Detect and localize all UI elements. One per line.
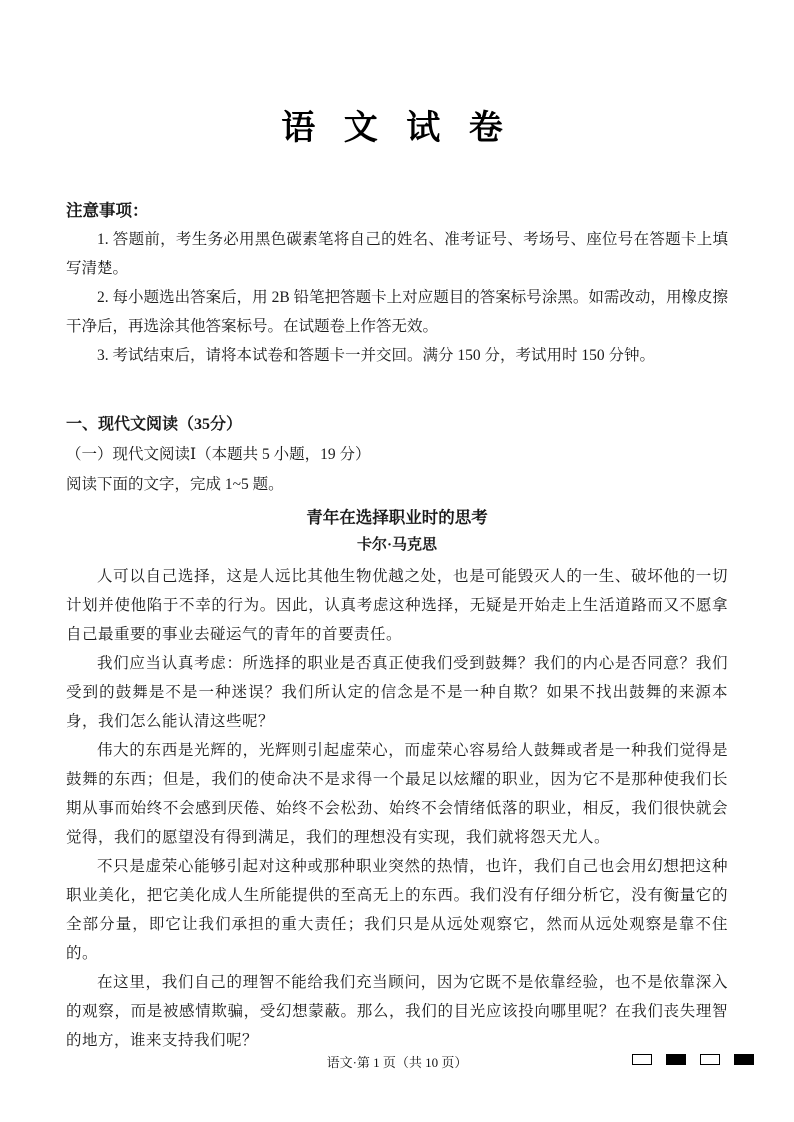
section-heading: 一、现代文阅读（35分）	[66, 416, 243, 433]
notice-item-3: 3. 考试结束后，请将本试卷和答题卡一并交回。满分 150 分，考试用时 150 分钟。	[97, 347, 656, 364]
page-footer	[0, 1052, 794, 1070]
section-subheading: （一）现代文阅读Ⅰ（本题共 5 小题，19 分）	[66, 446, 371, 463]
notice-item-1: 1. 答题前，考生务必用黑色碳素笔将自己的姓名、准考证号、考场号、座位号在答题卡上填写清楚。	[66, 231, 728, 277]
article-paragraph: 伟大的东西是光辉的，光辉则引起虚荣心，而虚荣心容易给人鼓舞或者是一种我们觉得是鼓舞的东西；但是，我们的使命决不是求得一个最足以炫耀的职业，因为它不是那种使我们长期从事而始终不会感到厌倦、始终不会松劲、始终不会情绪低落的职业，相反，我们很快就会觉得，我们的愿望没有得到满足，我们的理想没有实现，我们就将怨天尤人。	[66, 742, 728, 846]
article-author: 卡尔·马克思	[356, 537, 437, 553]
registration-mark-outline	[700, 1054, 720, 1065]
notice-section	[66, 197, 728, 370]
reading-section	[66, 410, 728, 500]
registration-mark-filled	[666, 1054, 686, 1065]
article-paragraph: 不只是虚荣心能够引起对这种或那种职业突然的热情，也许，我们自己也会用幻想把这种职业美化，把它美化成人生所能提供的至高无上的东西。我们没有仔细分析它，没有衡量它的全部分量，即它让我们承担的重大责任；我们只是从远处观察它，然而从远处观察是靠不住的。	[66, 858, 728, 962]
article-paragraph: 人可以自己选择，这是人远比其他生物优越之处，也是可能毁灭人的一生、破坏他的一切计划并使他陷于不幸的行为。因此，认真考虑这种选择，无疑是开始走上生活道路而又不愿拿自己最重要的事业去碰运气的青年的首要责任。	[66, 568, 728, 643]
notice-heading: 注意事项：	[66, 201, 149, 220]
registration-mark-outline	[632, 1054, 652, 1065]
page-title: 语 文 试 卷	[281, 110, 513, 147]
section-instruction: 阅读下面的文字，完成 1~5 题。	[66, 476, 284, 493]
article-paragraph: 我们应当认真考虑：所选择的职业是否真正使我们受到鼓舞？我们的内心是否同意？我们受到的鼓舞是不是一种迷误？我们所认定的信念是不是一种自欺？如果不找出鼓舞的来源本身，我们怎么能认清这些呢？	[66, 655, 728, 730]
page-number: 语文·第 1 页（共 10 页）	[326, 1055, 468, 1070]
registration-marks	[632, 1054, 754, 1065]
notice-item-2: 2. 每小题选出答案后，用 2B 铅笔把答题卡上对应题目的答案标号涂黑。如需改动，用橡皮擦干净后，再选涂其他答案标号。在试题卷上作答无效。	[66, 289, 728, 335]
article	[66, 504, 728, 1055]
article-paragraph: 在这里，我们自己的理智不能给我们充当顾问，因为它既不是依靠经验，也不是依靠深入的观察，而是被感情欺骗，受幻想蒙蔽。那么，我们的目光应该投向哪里呢？在我们丧失理智的地方，谁来支持我们呢？	[66, 974, 728, 1049]
registration-mark-filled	[734, 1054, 754, 1065]
article-title: 青年在选择职业时的思考	[306, 508, 488, 527]
